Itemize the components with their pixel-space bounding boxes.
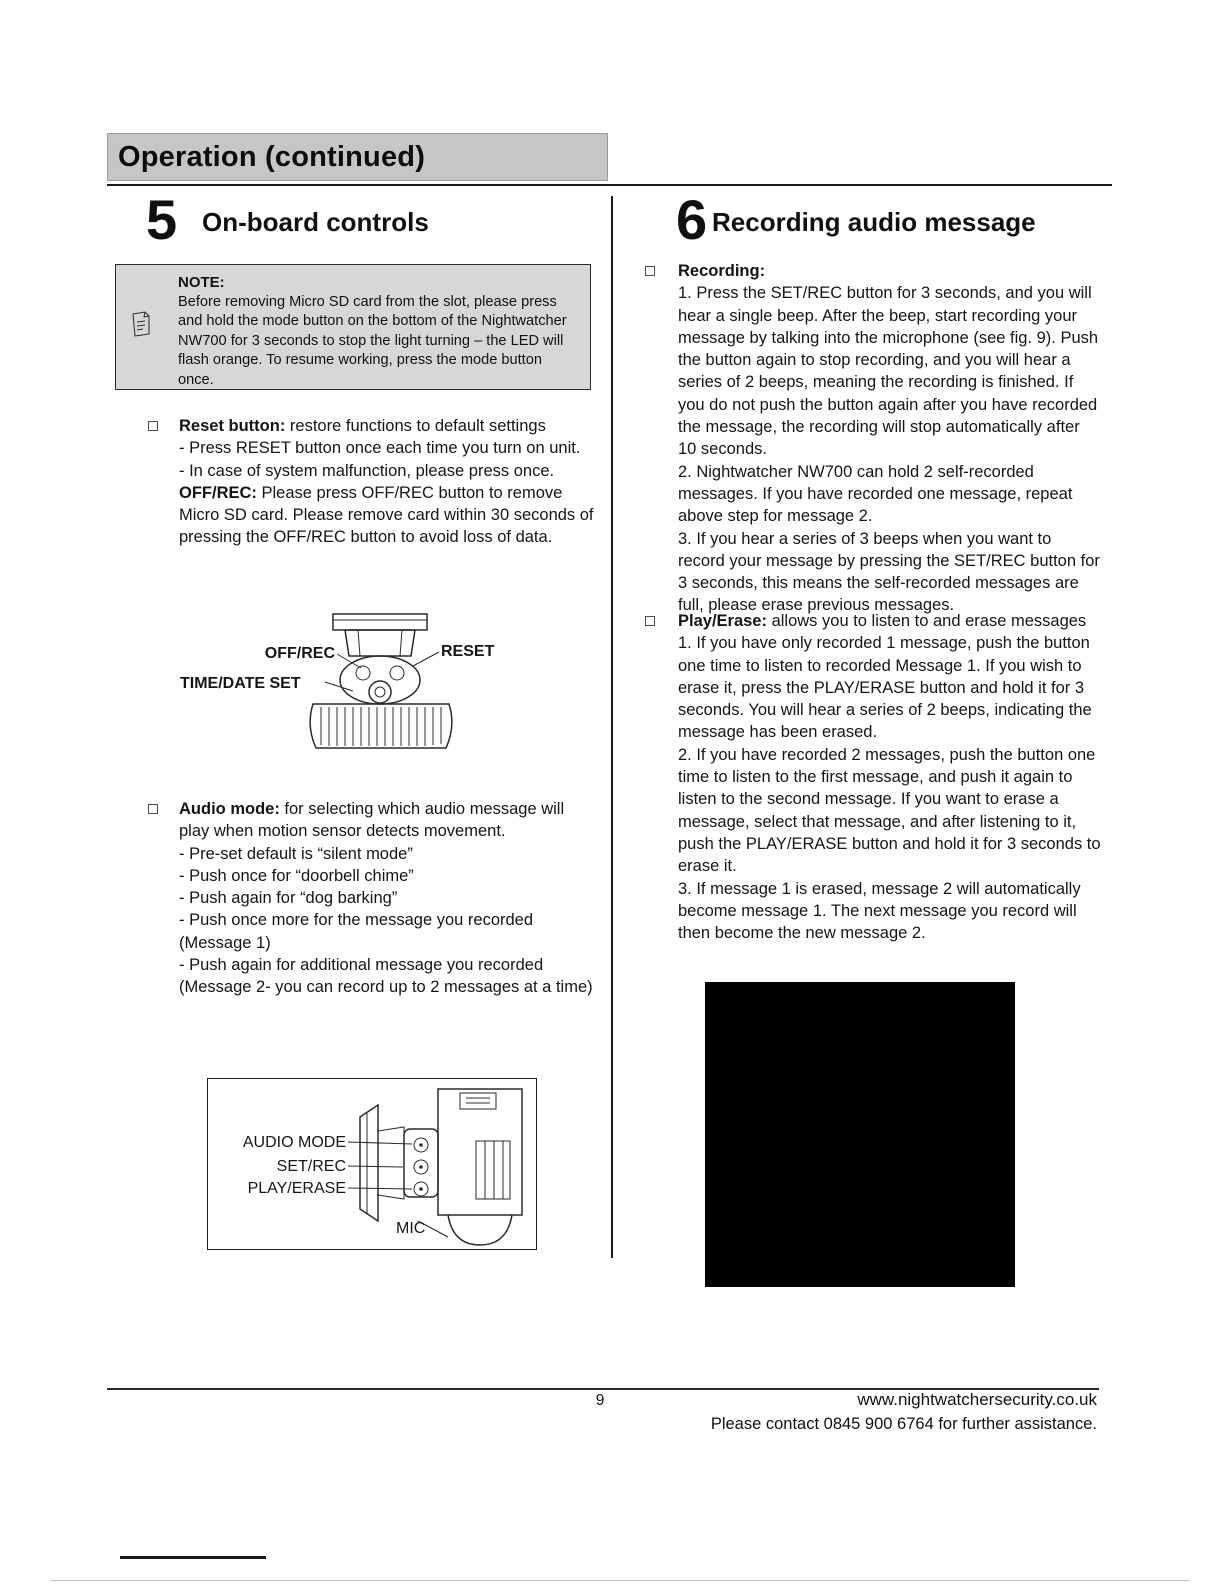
recording-section: [678, 260, 1102, 617]
audio-line-1: - Pre-set default is “silent mode”: [179, 844, 413, 863]
note-body: Before removing Micro SD card from the slot, please press and hold the mode button on the bottom of the Nightwatcher NW700 for 3 seconds to stop the light turning – the LED will flash orange. To resume working, press the mode button once.: [178, 293, 567, 388]
controls-diagram: [175, 608, 605, 773]
playerase-step-3: 3. If message 1 is erased, message 2 will automatically become message 1. The next message you record will then become the new message 2.: [678, 879, 1081, 943]
footer-contact: Please contact 0845 900 6764 for further assistance.: [710, 1415, 1097, 1433]
offrec-paragraph: [179, 482, 597, 549]
audio-line-5: - Push again for additional message you recorded (Message 2- you can record up to 2 messages at a time): [179, 956, 593, 997]
bullet-square-icon: [645, 616, 655, 626]
section6-number: 6: [676, 188, 708, 251]
reset-intro: restore functions to default settings: [289, 417, 546, 435]
note-box: [115, 264, 591, 390]
bullet-square-icon: [148, 804, 158, 814]
audio-line-4: - Push once more for the message you recorded (Message 1): [179, 911, 534, 952]
bullet-square-icon: [148, 421, 158, 431]
scan-artifact: [50, 1580, 1190, 1581]
reset-button-section: [179, 415, 597, 549]
reset-label: RESET: [441, 643, 495, 660]
column-divider: [611, 196, 613, 1258]
setrec-label: SET/REC: [276, 1158, 346, 1175]
note-label: NOTE:: [178, 274, 225, 291]
section5-title: On-board controls: [202, 207, 429, 237]
audio-mode-section: [179, 798, 597, 999]
playerase-intro: allows you to listen to and erase messages: [771, 612, 1087, 630]
section6-title: Recording audio message: [712, 207, 1036, 237]
section-header-title: Operation (continued): [118, 140, 426, 173]
play-erase-section: [678, 610, 1106, 944]
bullet-square-icon: [645, 266, 655, 276]
playerase-title: Play/Erase:: [678, 612, 767, 630]
product-photo: [705, 982, 1015, 1287]
audio-intro-line: [179, 798, 597, 843]
scan-artifact: [120, 1556, 266, 1559]
audio-buttons-diagram: [207, 1078, 537, 1250]
playerase-step-2: 2. If you have recorded 2 messages, push the button one time to listen to the first message, and push it again to listen to the second message. If you want to erase a message, select that message, and after listening to it, push the PLAY/ERASE button and hold it for 3 seconds to erase it.: [678, 745, 1101, 876]
mic-label: MIC: [396, 1220, 426, 1237]
audio-line-3: - Push again for “dog barking”: [179, 889, 398, 908]
offrec-body: Please press OFF/REC button to remove Micro SD card. Please remove card within 30 seconds of pressing the OFF/REC button to avoid loss of data.: [179, 483, 594, 547]
timedate-label: TIME/DATE SET: [180, 675, 301, 692]
offrec-label: OFF/REC: [264, 645, 335, 662]
recording-title: Recording:: [678, 262, 766, 280]
page-number: 9: [595, 1392, 605, 1409]
recording-step-1: 1. Press the SET/REC button for 3 seconds, and you will hear a single beep. After the beep, start recording your message by talking into the microphone (see fig. 9). Push the button again to stop recording, and you will hear a series of 2 beeps, meaning the recording is finished. If you do not push the button again after you have recorded the message, the recording will stop automatically after 10 seconds.: [678, 284, 1099, 459]
reset-line-2: - In case of system malfunction, please press once.: [179, 461, 555, 480]
audio-title: Audio mode:: [179, 800, 280, 818]
reset-title: Reset button:: [179, 417, 286, 435]
playerase-intro-line: [678, 610, 1106, 632]
recording-step-2: 2. Nightwatcher NW700 can hold 2 self-recorded messages. If you have recorded one message, repeat above step for message 2.: [678, 462, 1073, 526]
section-header-bar: [107, 133, 608, 181]
reset-intro-line: [179, 415, 597, 437]
header-rule: [107, 184, 1112, 186]
note-icon: [130, 311, 152, 337]
section5-number: 5: [146, 188, 178, 251]
reset-line-1: - Press RESET button once each time you turn on unit.: [179, 439, 581, 458]
diagram-mount-plate: [333, 614, 427, 630]
audiomode-label: AUDIO MODE: [242, 1134, 346, 1151]
footer-website: www.nightwatchersecurity.co.uk: [857, 1390, 1097, 1409]
audio-intro: for selecting which audio message will play when motion sensor detects movement.: [179, 800, 565, 841]
recording-step-3: 3. If you hear a series of 3 beeps when you want to record your message by pressing the SET/REC button for 3 seconds, this means the self-recorded messages are full, please erase previous messages.: [678, 529, 1100, 615]
playerase-label: PLAY/ERASE: [247, 1180, 346, 1197]
audio-line-2: - Push once for “doorbell chime”: [179, 866, 414, 885]
offrec-title: OFF/REC:: [179, 483, 257, 502]
playerase-step-1: 1. If you have only recorded 1 message, push the button one time to listen to recorded Message 1. If you wish to erase it, press the PLAY/ERASE button and hold it for 3 seconds. You will hear a series of 2 beeps, indicating the message has been erased.: [678, 634, 1092, 742]
